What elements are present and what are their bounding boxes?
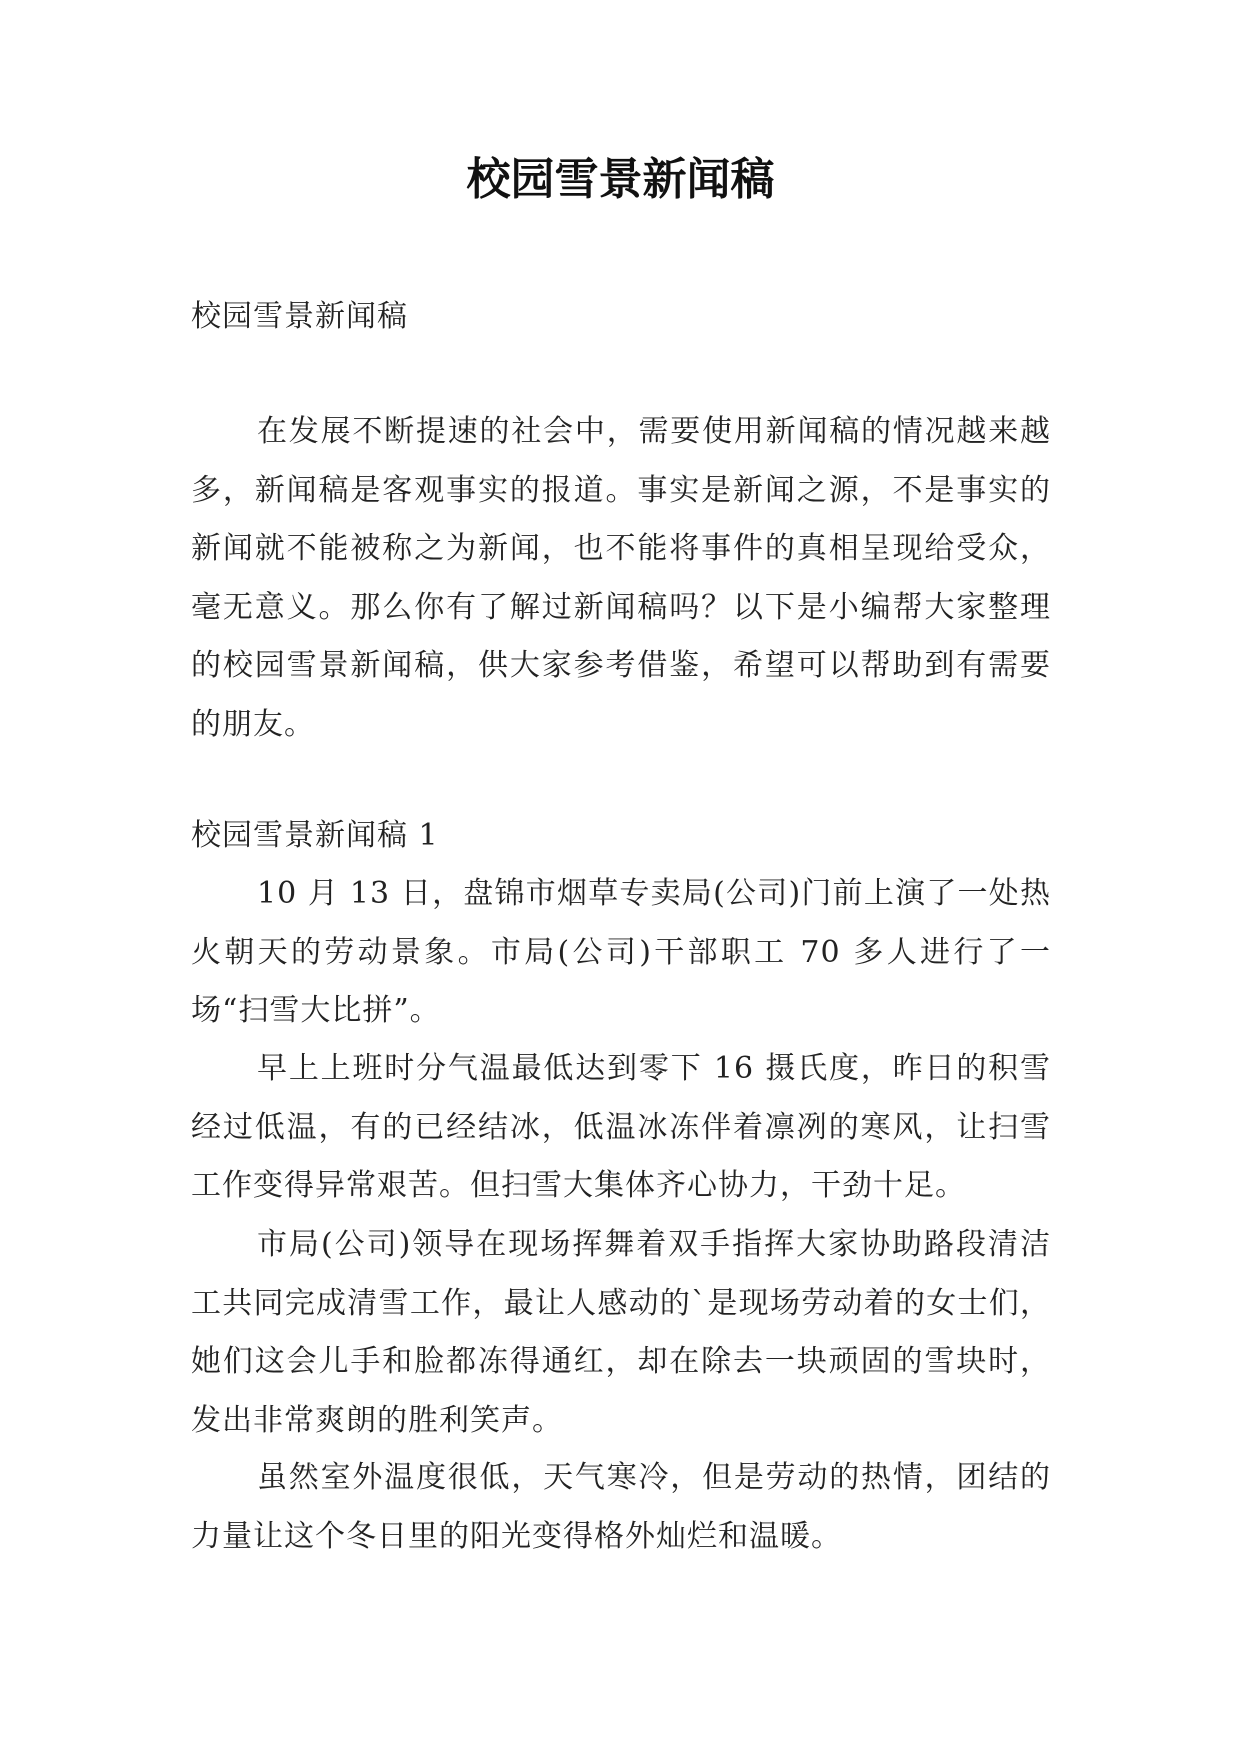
intro-paragraph: 在发展不断提速的社会中，需要使用新闻稿的情况越来越多，新闻稿是客观事实的报道。事实是新闻之源，不是事实的新闻就不能被称之为新闻，也不能将事件的真相呈现给受众，毫无意义。那么你有了解过新闻稿吗？以下是小编帮大家整理的校园雪景新闻稿，供大家参考借鉴，希望可以帮助到有需要的朋友。	[191, 414, 1051, 742]
body-paragraph-3: 市局(公司)领导在现场挥舞着双手指挥大家协助路段清洁工共同完成清雪工作，最让人感动的`是现场劳动着的女士们，她们这会儿手和脸都冻得通红，却在除去一块顽固的雪块时，发出非常爽朗的胜利笑声。	[191, 1227, 1051, 1438]
document-subtitle: 校园雪景新闻稿	[191, 299, 408, 334]
body-paragraph-2: 早上上班时分气温最低达到零下 16 摄氏度，昨日的积雪经过低温，有的已经结冰，低温冰冻伴着凛冽的寒风，让扫雪工作变得异常艰苦。但扫雪大集体齐心协力，干劲十足。	[191, 1051, 1051, 1203]
body-paragraph-1: 10 月 13 日，盘锦市烟草专卖局(公司)门前上演了一处热火朝天的劳动景象。市局(公司)干部职工 70 多人进行了一场“扫雪大比拼”。	[191, 876, 1051, 1028]
body-paragraph-4: 虽然室外温度很低，天气寒冷，但是劳动的热情，团结的力量让这个冬日里的阳光变得格外灿烂和温暖。	[191, 1460, 1051, 1554]
section-heading: 校园雪景新闻稿 1	[191, 818, 439, 853]
document-title: 校园雪景新闻稿	[466, 154, 775, 205]
